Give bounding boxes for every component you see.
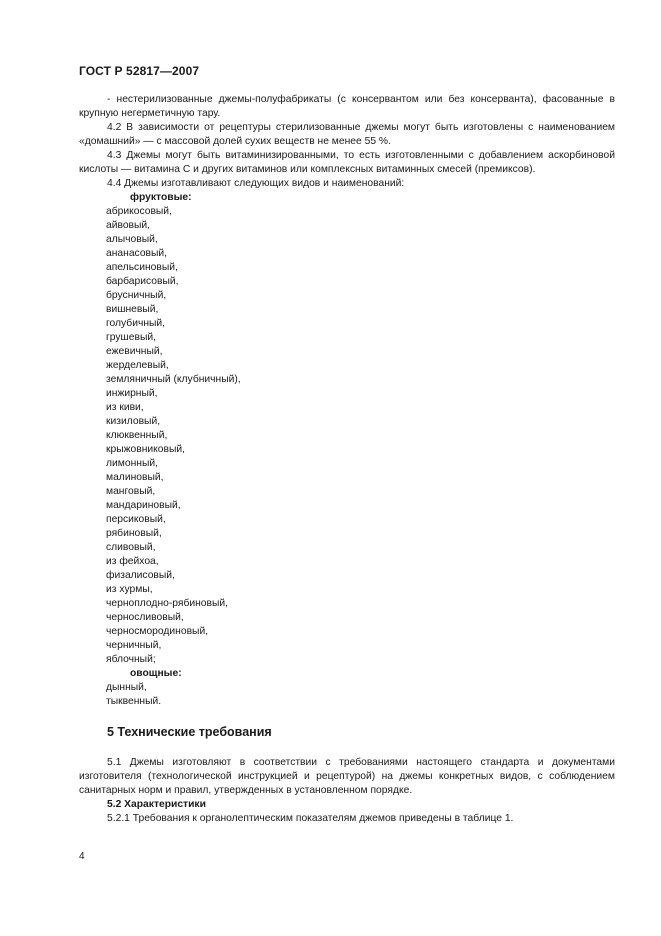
list-item: кизиловый, [106,416,161,427]
list-item: ежевичный, [106,346,163,357]
document-body [79,93,615,826]
fruit-list-heading: фруктовые: [130,192,192,203]
list-item: из киви, [106,402,144,413]
list-item: физалисовый, [106,570,175,581]
list-item: инжирный, [106,388,158,399]
list-item: из фейхоа, [106,556,159,567]
list-item: черноплодно-рябиновый, [106,598,229,609]
list-item: голубичный, [106,318,166,329]
list-item: черносмородиновый, [106,626,209,637]
list-item: клюквенный, [106,430,168,441]
paragraph-4-4: 4.4 Джемы изготавливают следующих видов и наименований: [107,178,405,189]
paragraph-5-2-1: 5.2.1 Требования к органолептическим показателям джемов приведены в таблице 1. [107,813,514,824]
list-item: лимонный, [106,458,158,469]
list-item: апельсиновый, [106,262,178,273]
list-item: черносливовый, [106,612,184,623]
list-item: айвовый, [106,220,151,231]
list-item: манговый, [106,486,156,497]
fruit-list [79,205,615,667]
list-item: грушевый, [106,332,156,343]
list-item: сливовый, [106,542,156,553]
list-item: тыквенный. [106,696,162,707]
list-item: вишневый, [106,304,159,315]
list-item: персиковый, [106,514,166,525]
list-item: брусничный, [106,290,167,301]
list-item: земляничный (клубничный), [106,374,241,385]
list-item: барбарисовый, [106,276,179,287]
paragraph-4-3: 4.3 Джемы могут быть витаминизированными, то есть изготовленными с добавлением аскорбиновой кислоты — витамина С и других витаминов или комплексных витаминных смесей (премиксов). [79,150,615,175]
vegetable-list-heading: овощные: [130,668,182,679]
subsection-5-2-heading: 5.2 Характеристики [107,799,206,810]
list-item: абрикосовый, [106,206,172,217]
paragraph-5-1: 5.1 Джемы изготовляют в соответствии с требованиями настоящего стандарта и документами изготовителя (технологической инструкцией и рецептурой) на джемы конкретных видов, с соблюдением санитарных норм и правил, утвержденных в установленном порядке. [79,757,615,796]
page-number: 4 [79,851,85,862]
list-item: яблочный; [106,654,156,665]
list-item: дынный, [106,682,147,693]
list-item: алычовый, [106,234,158,245]
list-item: жерделевый, [106,360,169,371]
vegetable-list [79,681,615,709]
section-5-heading: 5 Технические требования [107,725,272,739]
list-item: крыжовниковый, [106,444,185,455]
list-item: черничный, [106,640,162,651]
list-item: рябиновый, [106,528,162,539]
paragraph-4-2: 4.2 В зависимости от рецептуры стерилизованные джемы могут быть изготовлены с наименованием «домашний» — с массовой долей сухих веществ не менее 55 %. [79,122,615,147]
list-item: мандариновый, [106,500,181,511]
document-header-title: ГОСТ Р 52817—2007 [79,64,200,78]
list-item: ананасовый, [106,248,168,259]
list-item: из хурмы, [106,584,153,595]
paragraph-nonsterile: - нестерилизованные джемы-полуфабрикаты (с консервантом или без консерванта), фасованные в крупную негерметичную тару. [79,94,615,119]
list-item: малиновый, [106,472,164,483]
